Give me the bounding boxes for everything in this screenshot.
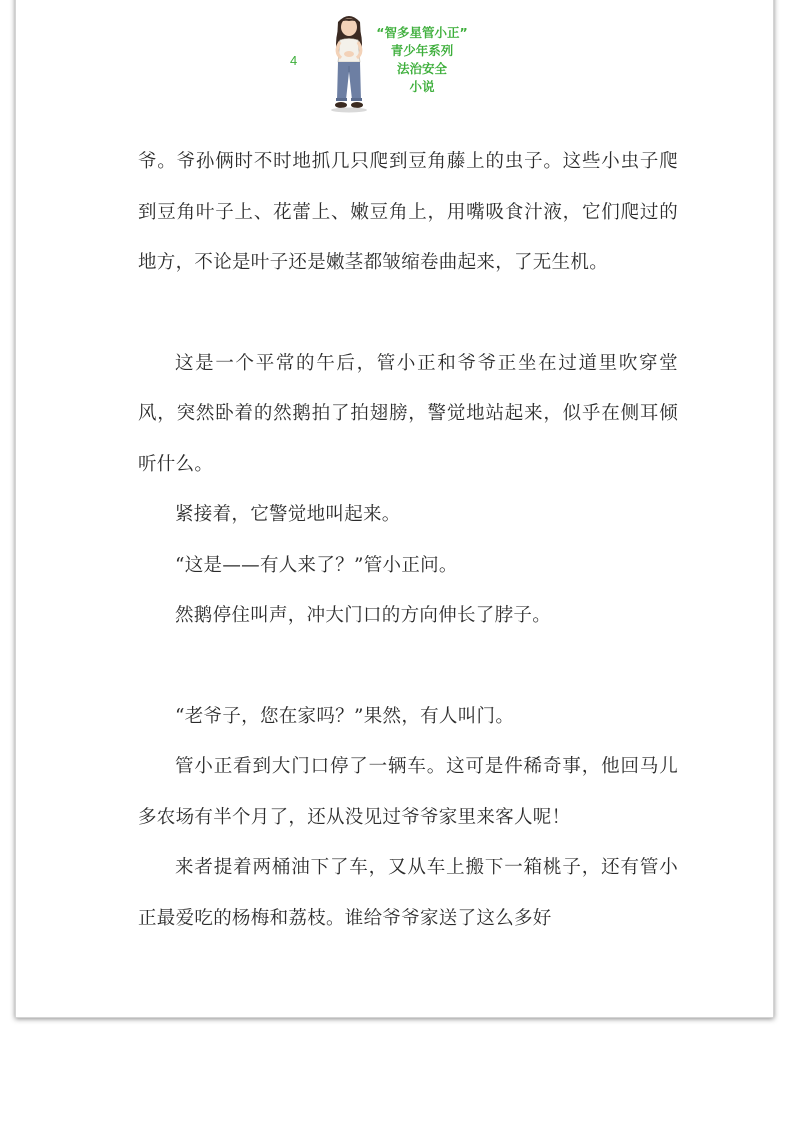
series-title xyxy=(372,24,472,96)
series-title-line: 法治安全 xyxy=(396,61,447,76)
series-title-line: 青少年系列 xyxy=(390,43,454,58)
paragraph-gap xyxy=(138,289,678,339)
body-text xyxy=(138,137,678,944)
paragraph: 然鹅停住叫声，冲大门口的方向伸长了脖子。 xyxy=(175,605,552,626)
paragraph: 这是一个平常的午后，管小正和爷爷正坐在过道里吹穿堂风，突然卧着的然鹅拍了拍翅膀，警觉地站起来，似乎在侧耳倾听什么。 xyxy=(138,352,678,475)
page-number: 4 xyxy=(290,53,298,68)
paragraph: 紧接着，它警觉地叫起来。 xyxy=(175,504,401,525)
paragraph: 来者提着两桶油下了车，又从车上搬下一箱桃子，还有管小正最爱吃的杨梅和荔枝。谁给爷爷家送了这么多好 xyxy=(138,857,678,929)
paragraph-gap xyxy=(138,642,678,692)
paragraph: “这是——有人来了？”管小正问。 xyxy=(175,554,458,576)
paragraph: 爷。爷孙俩时不时地抓几只爬到豆角藤上的虫子。这些小虫子爬到豆角叶子上、花蕾上、嫩豆角上，用嘴吸食汁液，它们爬过的地方，不论是叶子还是嫩茎都皱缩卷曲起来，了无生机。 xyxy=(138,151,678,273)
paragraph: 管小正看到大门口停了一辆车。这可是件稀奇事，他回马儿多农场有半个月了，还从没见过爷爷家里来客人呢！ xyxy=(138,756,678,828)
series-title-line: “智多星管小正” xyxy=(376,25,468,40)
paragraph: “老爷子，您在家吗？”果然，有人叫门。 xyxy=(175,705,515,727)
girl-illustration xyxy=(324,10,374,114)
series-title-line: 小说 xyxy=(409,79,435,94)
